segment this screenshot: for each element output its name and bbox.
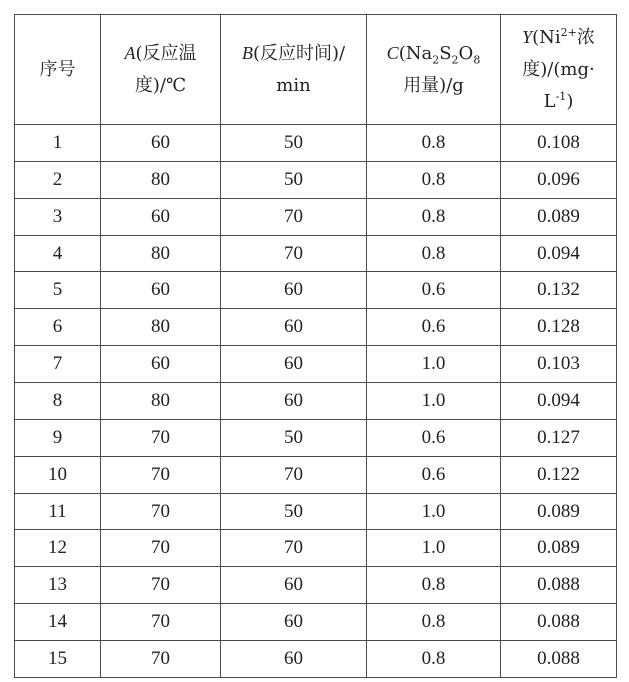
- table-row: [15, 346, 617, 383]
- cell-a: 80: [101, 383, 221, 420]
- cell-a: 60: [101, 125, 221, 162]
- cell-y: 0.094: [501, 235, 617, 272]
- cell-y: 0.128: [501, 309, 617, 346]
- header-seq-label: 序号: [39, 58, 76, 80]
- header-row: [15, 15, 617, 125]
- cell-y: 0.094: [501, 383, 617, 420]
- cell-y: 0.122: [501, 456, 617, 493]
- table-row: [15, 198, 617, 235]
- cell-c: 0.6: [367, 456, 501, 493]
- cell-seq: 3: [15, 198, 101, 235]
- cell-b: 70: [221, 198, 367, 235]
- header-y-line1: $Y(Ni^{2+}$浓: [522, 26, 595, 48]
- cell-b: 50: [221, 419, 367, 456]
- cell-b: 60: [221, 309, 367, 346]
- cell-a: 80: [101, 309, 221, 346]
- cell-a: 60: [101, 272, 221, 309]
- cell-c: 0.8: [367, 567, 501, 604]
- table-row: [15, 272, 617, 309]
- header-seq: [15, 15, 101, 125]
- cell-b: 70: [221, 235, 367, 272]
- cell-a: 80: [101, 161, 221, 198]
- cell-y: 0.096: [501, 161, 617, 198]
- cell-c: 0.8: [367, 161, 501, 198]
- header-y-line2: 度)/(mg·: [522, 59, 595, 80]
- cell-a: 70: [101, 419, 221, 456]
- cell-b: 50: [221, 161, 367, 198]
- cell-a: 70: [101, 567, 221, 604]
- cell-seq: 7: [15, 346, 101, 383]
- cell-c: 1.0: [367, 383, 501, 420]
- header-b: [221, 15, 367, 125]
- cell-c: 1.0: [367, 493, 501, 530]
- orthogonal-experiment-table: [14, 14, 617, 678]
- cell-seq: 12: [15, 530, 101, 567]
- cell-seq: 8: [15, 383, 101, 420]
- cell-c: 0.8: [367, 604, 501, 641]
- table-row: [15, 567, 617, 604]
- cell-c: 1.0: [367, 346, 501, 383]
- cell-b: 70: [221, 456, 367, 493]
- cell-y: 0.103: [501, 346, 617, 383]
- cell-a: 80: [101, 235, 221, 272]
- header-c-line2: 用量)/g: [403, 75, 464, 96]
- cell-seq: 4: [15, 235, 101, 272]
- cell-a: 70: [101, 604, 221, 641]
- header-b-line1: B(反应时间)/: [241, 43, 346, 64]
- cell-y: 0.088: [501, 604, 617, 641]
- cell-b: 60: [221, 604, 367, 641]
- cell-b: 70: [221, 530, 367, 567]
- cell-b: 50: [221, 493, 367, 530]
- table-row: [15, 493, 617, 530]
- cell-a: 70: [101, 493, 221, 530]
- table-row: [15, 641, 617, 678]
- cell-y: 0.089: [501, 530, 617, 567]
- cell-c: 0.6: [367, 419, 501, 456]
- cell-y: 0.132: [501, 272, 617, 309]
- cell-seq: 15: [15, 641, 101, 678]
- header-a: [101, 15, 221, 125]
- table-row: [15, 235, 617, 272]
- cell-c: 0.8: [367, 641, 501, 678]
- table-row: [15, 125, 617, 162]
- table-row: [15, 161, 617, 198]
- table-row: [15, 309, 617, 346]
- header-y-line3: $L^{-1}$): [543, 90, 574, 112]
- cell-a: 70: [101, 456, 221, 493]
- table-row: [15, 530, 617, 567]
- cell-c: 0.8: [367, 235, 501, 272]
- cell-a: 60: [101, 346, 221, 383]
- cell-seq: 9: [15, 419, 101, 456]
- cell-seq: 10: [15, 456, 101, 493]
- table-row: [15, 604, 617, 641]
- table-row: [15, 419, 617, 456]
- table-body: [15, 125, 617, 678]
- cell-seq: 6: [15, 309, 101, 346]
- cell-c: 1.0: [367, 530, 501, 567]
- cell-c: 0.8: [367, 125, 501, 162]
- cell-a: 70: [101, 530, 221, 567]
- cell-b: 60: [221, 567, 367, 604]
- cell-y: 0.088: [501, 641, 617, 678]
- cell-y: 0.089: [501, 493, 617, 530]
- cell-b: 60: [221, 346, 367, 383]
- cell-y: 0.088: [501, 567, 617, 604]
- experiment-table-container: [14, 14, 616, 678]
- cell-y: 0.108: [501, 125, 617, 162]
- cell-c: 0.6: [367, 272, 501, 309]
- cell-c: 0.6: [367, 309, 501, 346]
- cell-seq: 2: [15, 161, 101, 198]
- header-b-line2: min: [276, 75, 311, 96]
- cell-seq: 14: [15, 604, 101, 641]
- cell-b: 50: [221, 125, 367, 162]
- cell-seq: 1: [15, 125, 101, 162]
- cell-seq: 13: [15, 567, 101, 604]
- cell-seq: 11: [15, 493, 101, 530]
- cell-c: 0.8: [367, 198, 501, 235]
- cell-b: 60: [221, 641, 367, 678]
- table-row: [15, 456, 617, 493]
- header-c: [367, 15, 501, 125]
- cell-y: 0.127: [501, 419, 617, 456]
- cell-b: 60: [221, 383, 367, 420]
- cell-y: 0.089: [501, 198, 617, 235]
- table-row: [15, 383, 617, 420]
- header-c-line1: $C(Na_2S_2O_8$: [386, 43, 481, 67]
- cell-seq: 5: [15, 272, 101, 309]
- header-y: [501, 15, 617, 125]
- cell-b: 60: [221, 272, 367, 309]
- cell-a: 70: [101, 641, 221, 678]
- cell-a: 60: [101, 198, 221, 235]
- header-a-line1: A(反应温: [124, 43, 197, 64]
- header-a-line2: 度)/℃: [134, 75, 187, 96]
